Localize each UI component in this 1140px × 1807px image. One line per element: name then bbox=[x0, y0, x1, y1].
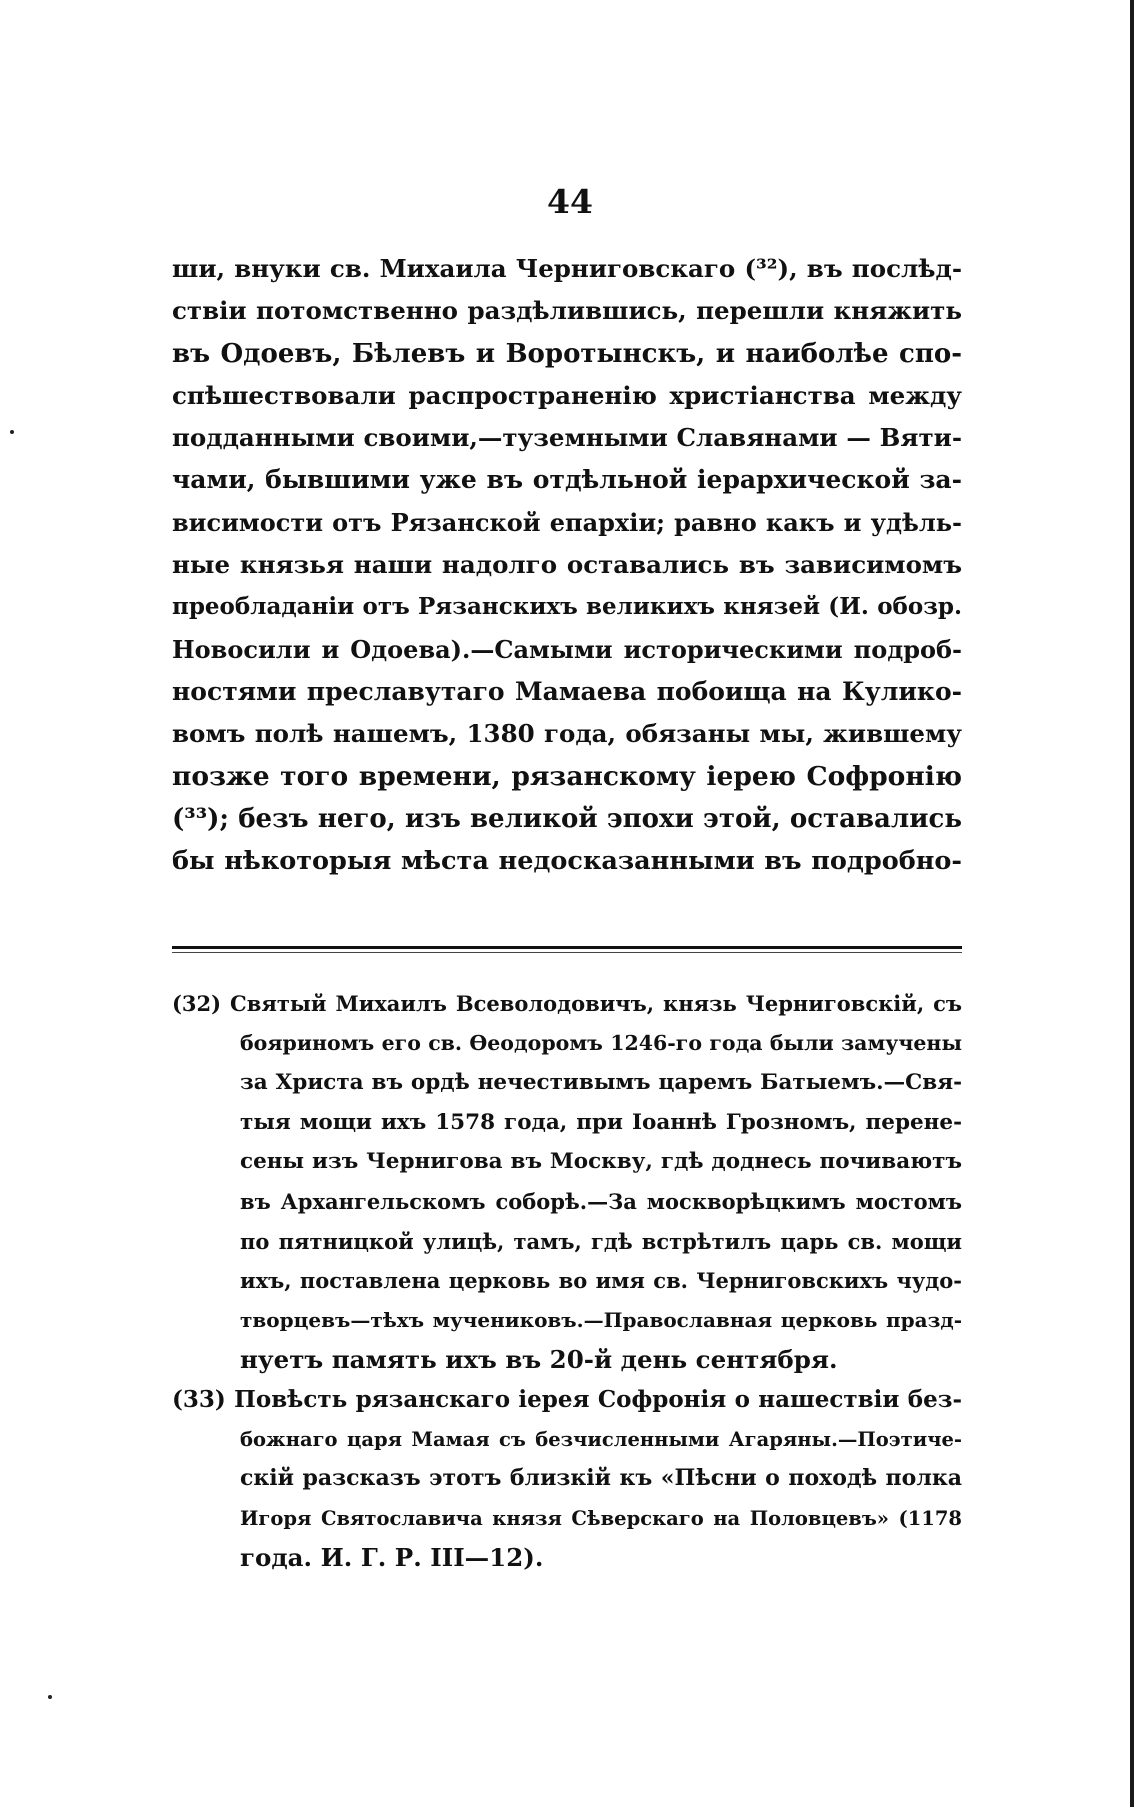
footnote-line: нуетъ память ихъ въ 20-й день сентября. bbox=[240, 1345, 838, 1375]
footnote-line: божнаго царя Мамая съ безчисленными Агаряны.—Поэтиче- bbox=[240, 1427, 962, 1451]
text-line: висимости отъ Рязанской епархіи; равно какъ и удѣль- bbox=[172, 507, 962, 537]
text-line: преобладаніи отъ Рязанскихъ великихъ князей (И. обозр. bbox=[172, 593, 962, 621]
footnote-32 bbox=[172, 984, 962, 1380]
footnote-line: за Христа въ ордѣ нечестивымъ царемъ Батыемъ.—Свя- bbox=[240, 1070, 962, 1096]
main-text bbox=[172, 248, 962, 882]
scan-edge-border bbox=[1130, 0, 1134, 1807]
footnote-line: (33) Повѣсть рязанскаго іерея Софронія о нашествіи без- bbox=[172, 1385, 962, 1413]
text-line: бы нѣкоторыя мѣста недосказанными въ подробно- bbox=[172, 846, 962, 877]
footnote-line: тыя мощи ихъ 1578 года, при Іоаннѣ Грозномъ, перене- bbox=[240, 1109, 962, 1135]
footnotes bbox=[172, 984, 962, 1578]
scan-speck bbox=[10, 430, 14, 434]
footnote-separator bbox=[172, 946, 962, 949]
text-line: (³³); безъ него, изъ великой эпохи этой, оставались bbox=[172, 803, 962, 834]
footnote-line: бояриномъ его св. Ѳеодоромъ 1246-го года были замучены bbox=[240, 1030, 962, 1055]
text-line: ствіи потомственно раздѣлившись, перешли княжить bbox=[172, 296, 962, 326]
footnote-line: (32) Святый Михаилъ Всеволодовичъ, князь Черниговскій, съ bbox=[172, 991, 962, 1016]
footnote-line: года. И. Г. Р. III—12). bbox=[240, 1543, 544, 1573]
footnote-separator-thin bbox=[172, 952, 962, 953]
footnote-line: сены изъ Чернигова въ Москву, гдѣ доднесь почиваютъ bbox=[240, 1149, 962, 1175]
text-line: спѣшествовали распространенію христіанства между bbox=[172, 380, 962, 410]
text-line: ные князья наши надолго оставались въ зависимомъ bbox=[172, 550, 962, 580]
footnote-33 bbox=[172, 1380, 962, 1578]
text-line: чами, бывшими уже въ отдѣльной іерархической за- bbox=[172, 465, 962, 495]
text-line: въ Одоевъ, Бѣлевъ и Воротынскъ, и наиболѣе спо- bbox=[172, 338, 962, 369]
footnote-line: Игоря Святославича князя Сѣверскаго на Половцевъ» (1178 bbox=[240, 1506, 962, 1530]
text-line: Новосили и Одоева).—Самыми историческими подроб- bbox=[172, 634, 962, 664]
text-line: ностями преславутаго Мамаева побоища на Кулико- bbox=[172, 676, 962, 706]
footnote-line: въ Архангельскомъ соборѣ.—За москворѣцкимъ мостомъ bbox=[240, 1188, 962, 1214]
text-line: ши, внуки св. Михаила Черниговскаго (³²), въ послѣд- bbox=[172, 254, 962, 283]
text-line: подданными своими,—туземными Славянами — Вяти- bbox=[172, 423, 962, 453]
text-line: вомъ полѣ нашемъ, 1380 года, обязаны мы, жившему bbox=[172, 719, 962, 749]
text-line: позже того времени, рязанскому іерею Софронію bbox=[172, 760, 962, 792]
footnote-line: скій разсказъ этотъ близкій къ «Пѣсни о походѣ полка bbox=[240, 1465, 962, 1492]
footnote-line: ихъ, поставлена церковь во имя св. Черниговскихъ чудо- bbox=[240, 1268, 962, 1294]
footnote-line: творцевъ—тѣхъ мучениковъ.—Православная церковь празд- bbox=[240, 1307, 962, 1332]
scan-speck bbox=[48, 1695, 52, 1699]
page-number: 44 bbox=[547, 182, 593, 221]
footnote-line: по пятницкой улицѣ, тамъ, гдѣ встрѣтилъ царь св. мощи bbox=[240, 1228, 962, 1254]
